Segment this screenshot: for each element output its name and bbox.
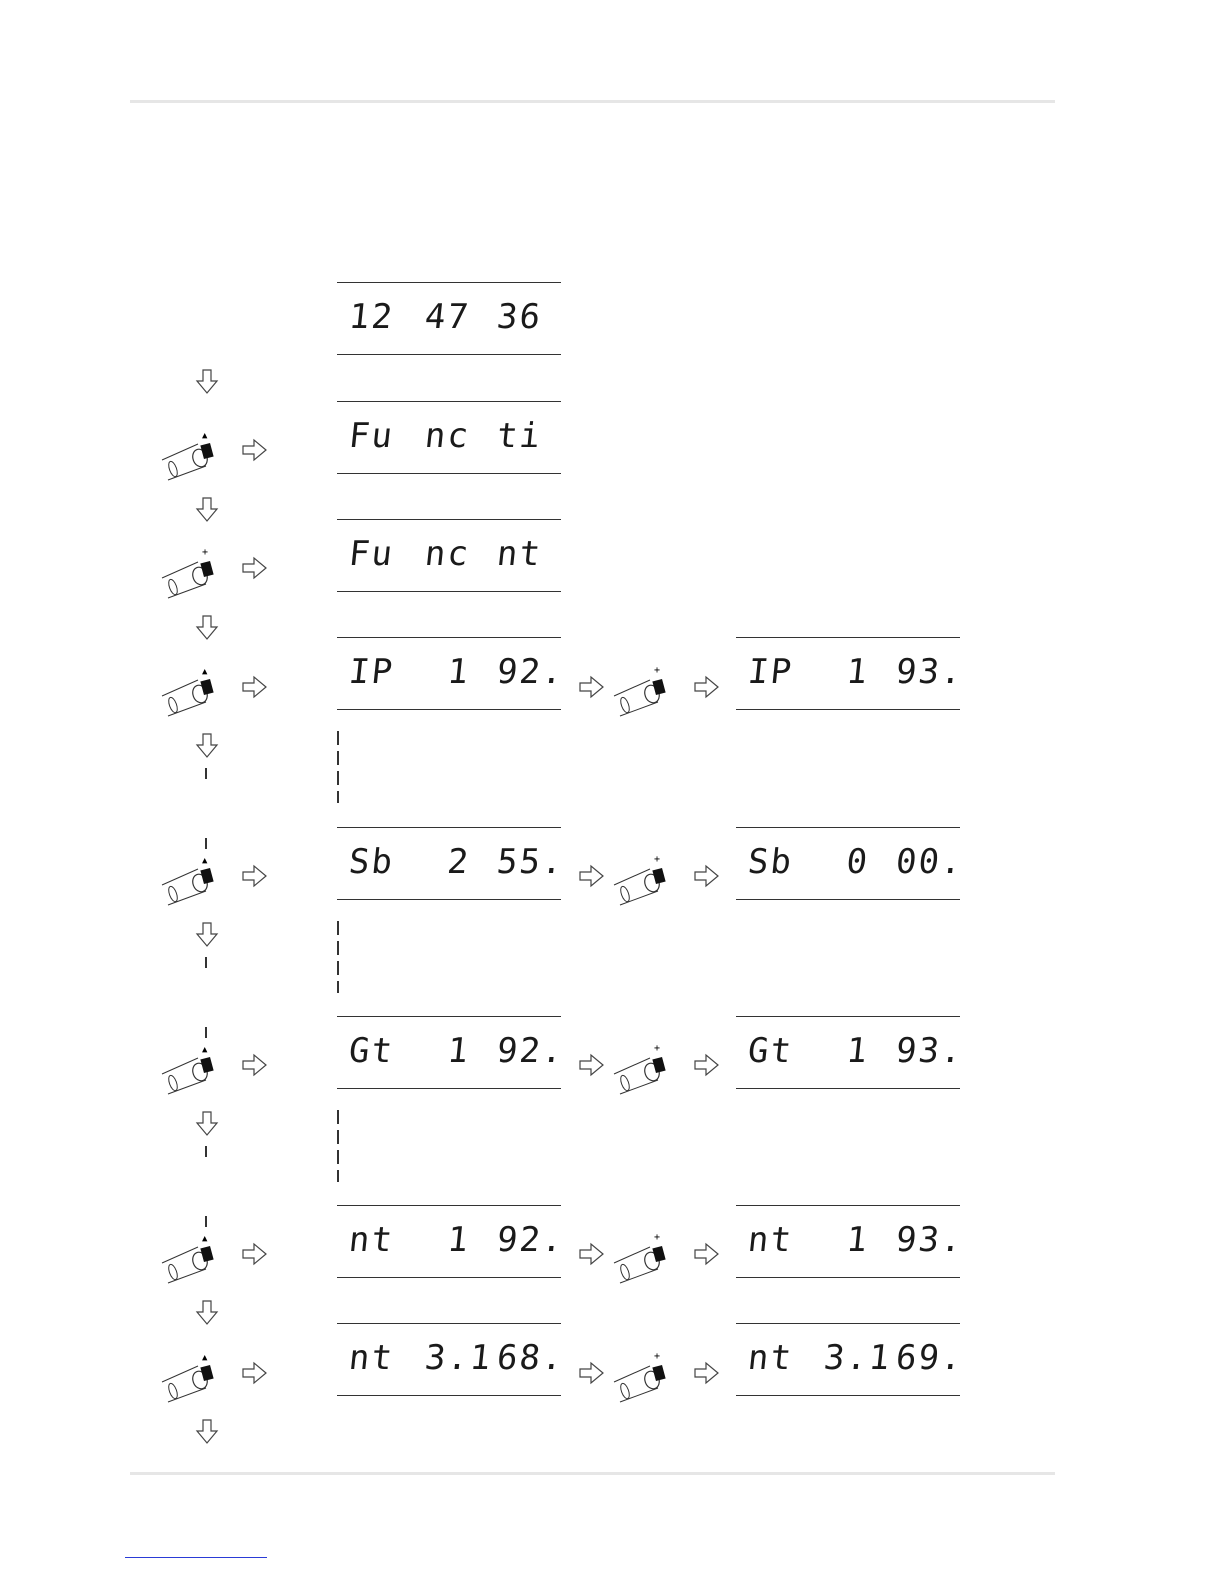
lcd-display-function-network: [337, 519, 561, 592]
lcd-seg-a: nt: [745, 1338, 796, 1378]
lcd-display-subnet: [337, 827, 567, 900]
knob-plus-symbol: +: [654, 1351, 661, 1362]
arrow-right-icon: [579, 864, 605, 888]
lcd-seg-a: Gt: [745, 1031, 796, 1071]
rotary-knob-icon[interactable]: [160, 1046, 224, 1098]
knob-plus-symbol: +: [654, 854, 661, 865]
arrow-down-icon: [195, 1111, 219, 1137]
arrow-right-icon: [694, 1053, 720, 1077]
arrow-down-icon: [195, 497, 219, 523]
rotary-knob-icon[interactable]: [612, 1046, 676, 1098]
lcd-seg-b: 47: [422, 297, 473, 337]
lcd-seg-a: Fu: [346, 416, 397, 456]
lcd-seg-c: ti: [494, 416, 545, 456]
knob-plus-symbol: +: [654, 1232, 661, 1243]
rotary-knob-icon[interactable]: [612, 857, 676, 909]
arrow-right-icon: [579, 1361, 605, 1385]
arrow-right-icon: [694, 675, 720, 699]
rotary-knob-icon[interactable]: [160, 1235, 224, 1287]
lcd-display-ip-adjusted: [736, 637, 966, 710]
arrow-right-icon: [242, 864, 268, 888]
lcd-display-network: [337, 1205, 567, 1278]
knob-select-symbol: ▲: [202, 1234, 208, 1244]
lcd-seg-c: 93.: [893, 1031, 966, 1071]
knob-select-symbol: ▲: [202, 1045, 208, 1055]
flow-dash: [205, 1027, 207, 1038]
lcd-seg-c: 55.: [494, 842, 567, 882]
lcd-seg-c: 00.: [893, 842, 966, 882]
lcd-display-gateway-adjusted: [736, 1016, 966, 1089]
arrow-down-icon: [195, 733, 219, 759]
lcd-display-gateway: [337, 1016, 567, 1089]
arrow-right-icon: [242, 1242, 268, 1266]
flow-dash: [205, 1146, 207, 1157]
knob-select-symbol: ▲: [202, 856, 208, 866]
arrow-right-icon: [242, 556, 268, 580]
knob-select-symbol: ▲: [202, 667, 208, 677]
flow-dash: [337, 921, 339, 993]
lcd-seg-b: 1: [422, 1220, 473, 1260]
lcd-seg-a: Fu: [346, 534, 397, 574]
arrow-right-icon: [694, 1242, 720, 1266]
lcd-seg-a: IP: [346, 652, 397, 692]
lcd-seg-b: 3.1: [821, 1338, 894, 1378]
rotary-knob-icon[interactable]: [612, 1235, 676, 1287]
arrow-right-icon: [242, 1361, 268, 1385]
lcd-seg-b: 1: [422, 652, 473, 692]
arrow-right-icon: [694, 1361, 720, 1385]
lcd-seg-a: Gt: [346, 1031, 397, 1071]
lcd-seg-b: 3.1: [422, 1338, 495, 1378]
lcd-seg-a: Sb: [745, 842, 796, 882]
lcd-display-network-ext: [337, 1323, 567, 1396]
flow-dash: [337, 1110, 339, 1182]
lcd-seg-b: 1: [821, 1220, 872, 1260]
lcd-seg-c: 68.: [494, 1338, 567, 1378]
lcd-seg-c: 92.: [494, 1031, 567, 1071]
knob-plus-symbol: +: [654, 1043, 661, 1054]
lcd-seg-b: nc: [422, 416, 473, 456]
arrow-right-icon: [242, 675, 268, 699]
arrow-down-icon: [195, 1300, 219, 1326]
lcd-seg-c: 93.: [893, 652, 966, 692]
lcd-seg-a: nt: [745, 1220, 796, 1260]
arrow-right-icon: [694, 864, 720, 888]
rotary-knob-icon[interactable]: [612, 1354, 676, 1406]
lcd-seg-c: nt: [494, 534, 545, 574]
arrow-down-icon: [195, 615, 219, 641]
lcd-seg-b: 1: [422, 1031, 473, 1071]
rotary-knob-icon[interactable]: [160, 432, 224, 484]
flow-dash: [205, 838, 207, 849]
rotary-knob-icon[interactable]: [160, 1354, 224, 1406]
arrow-down-icon: [195, 922, 219, 948]
lcd-seg-c: 69.: [893, 1338, 966, 1378]
lcd-display-clock: [337, 282, 561, 355]
lcd-display-network-adjusted: [736, 1205, 966, 1278]
lcd-seg-b: 1: [821, 1031, 872, 1071]
lcd-seg-a: IP: [745, 652, 796, 692]
rotary-knob-icon[interactable]: [160, 550, 224, 602]
arrow-right-icon: [242, 1053, 268, 1077]
lcd-seg-a: 12: [346, 297, 397, 337]
arrow-down-icon: [195, 369, 219, 395]
bottom-rule: [130, 1472, 1055, 1475]
lcd-seg-c: 92.: [494, 1220, 567, 1260]
lcd-seg-b: 0: [821, 842, 872, 882]
lcd-seg-b: nc: [422, 534, 473, 574]
lcd-display-ip: [337, 637, 567, 710]
lcd-seg-a: nt: [346, 1338, 397, 1378]
arrow-right-icon: [579, 1242, 605, 1266]
knob-select-symbol: ▲: [202, 1353, 208, 1363]
flow-dash: [205, 957, 207, 968]
lcd-seg-b: 2: [422, 842, 473, 882]
rotary-knob-icon[interactable]: [160, 668, 224, 720]
flow-dash: [205, 768, 207, 779]
arrow-right-icon: [579, 675, 605, 699]
flow-dash: [337, 731, 339, 803]
arrow-right-icon: [242, 438, 268, 462]
knob-plus-symbol: +: [202, 547, 209, 558]
arrow-right-icon: [579, 1053, 605, 1077]
lcd-seg-c: 93.: [893, 1220, 966, 1260]
lcd-seg-a: nt: [346, 1220, 397, 1260]
rotary-knob-icon[interactable]: [612, 668, 676, 720]
lcd-seg-c: 36: [494, 297, 545, 337]
knob-select-symbol: ▲: [202, 431, 208, 441]
lcd-seg-b: 1: [821, 652, 872, 692]
flow-dash: [205, 1216, 207, 1227]
footer-link-underline: [125, 1557, 267, 1558]
top-rule: [130, 100, 1055, 103]
arrow-down-icon: [195, 1419, 219, 1445]
rotary-knob-icon[interactable]: [160, 857, 224, 909]
lcd-display-function-time: [337, 401, 561, 474]
knob-plus-symbol: +: [654, 665, 661, 676]
lcd-seg-a: Sb: [346, 842, 397, 882]
lcd-display-subnet-adjusted: [736, 827, 966, 900]
lcd-seg-c: 92.: [494, 652, 567, 692]
lcd-display-network-ext-adjusted: [736, 1323, 966, 1396]
